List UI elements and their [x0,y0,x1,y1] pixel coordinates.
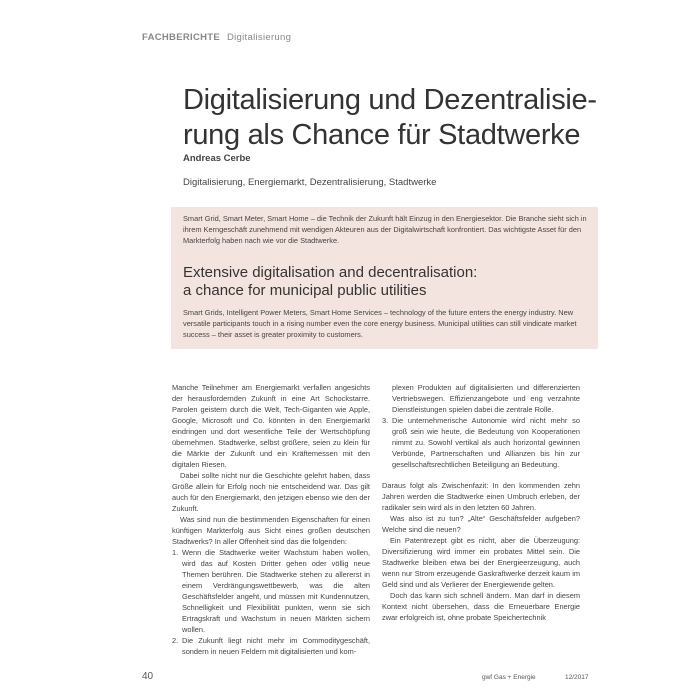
english-title-line-1: Extensive digitalisation and decentralisation: [183,264,478,281]
body-column-left [172,382,370,657]
numbered-list [172,547,370,657]
section-label: FACHBERICHTE [142,32,221,43]
list-text: Die Zukunft liegt nicht mehr im Commoditygeschäft, sondern in neuen Feldern mit digitalisierten und kom- [182,636,370,656]
body-column-right [382,382,580,623]
english-title [183,264,593,300]
paragraph: Daraus folgt als Zwischenfazit: In den kommenden zehn Jahren werden die Stadtwerke einen Umbruch erleben, der radikaler sein wird als in den letzten 60 Jahren. [382,481,580,512]
paragraph: Was also ist zu tun? „Alte“ Geschäftsfelder aufgeben? Welche sind die neuen? [382,514,580,534]
paragraph: Ein Patentrezept gibt es nicht, aber die Überzeugung: Diversifizierung wird immer ein probates Mittel sein. Die Stadtwerke bleiben etwa bei der Energieerzeugung, auch wenn nur Strom erzeugende Gaskraftwerke derzeit kaum im Geld sind und als Verlierer der Energiewende gelten. [382,536,580,589]
issue-number: 12/2017 [565,674,589,681]
list-item [382,382,580,415]
title-line-1: Digitalisierung und Dezentralisie- [183,84,597,116]
list-item [172,547,370,635]
list-text: Die unternehmerische Autonomie wird nicht mehr so groß sein wie heute, die Bedeutung von Kooperationen nimmt zu. Sowohl vertikal als auch horizontal gewinnen Verbünde, Partnerschaften und Allianzen bis hin zur gesellschaftsrechtlichen Beteiligung an Bedeutung. [392,416,580,469]
subsection-label: Digitalisierung [226,32,292,43]
list-number: 3. [382,416,389,425]
abstract-english: Smart Grids, Intelligent Power Meters, Smart Home Services – technology of the future enters the energy industry. New versatile participants touch in a rising number even the core energy business. Municipal utilities can still vindicate market success – their asset is greater proximity to customers. [183,308,577,339]
author-name: Andreas Cerbe [183,153,251,164]
list-text: plexen Produkten auf digitalisierten und differenzierten Vertriebswegen. Effizienzangebote und eng verzahnte Dienstleistungen spielen dabei die zentrale Rolle. [392,383,580,414]
paragraph: Dabei sollte nicht nur die Geschichte gelehrt haben, dass Größe allein für Erfolg noch nie entscheidend war. Das gilt auch für den Energiemarkt, den jetzigen ebenso wie den der Zukunft. [172,471,370,513]
abstract-german: Smart Grid, Smart Meter, Smart Home – die Technik der Zukunft hält Einzug in den Energiesektor. Die Branche sieht sich in ihrem Kerngeschäft zunehmend mit wendigen Akteuren aus der Digitalwirtschaft konfrontiert. Das wichtigste Asset für den Markterfolg haben nach wie vor die Stadtwerke. [183,214,587,245]
article-title [183,83,603,153]
page-number: 40 [142,671,154,682]
english-title-line-2: a chance for municipal public utilities [183,282,427,299]
paragraph: Manche Teilnehmer am Energiemarkt verfallen angesichts der herausfordernden Zukunft in eine Art Schockstarre. Parolen geistern durch die Welt, Tech-Giganten wie Apple, Google, Microsoft und Co. könnten in den Energiemarkt eindringen und dort wesentliche Teile der Wertschöpfung übernehmen. Stadtwerke, selbst größere, seien zu klein für die Märkte der Zukunft und ein Kräftemessen mit den digitalen Riesen. [172,383,370,469]
paragraph: Doch das kann sich schnell ändern. Man darf in diesem Kontext nicht übersehen, dass die Erneuerbare Energie zwar erfolgreich ist, ohne probate Speichertechnik [382,591,580,622]
publication-name: gwf Gas + Energie [482,674,536,681]
list-number: 2. [172,636,179,645]
title-line-2: rung als Chance für Stadtwerke [183,119,581,151]
paragraph: Was sind nun die bestimmenden Eigenschaften für einen künftigen Markterfolg aus Sicht eines großen deutschen Stadtwerks? In aller Offenheit sind das die folgenden: [172,515,370,546]
list-item [172,635,370,657]
numbered-list [382,382,580,470]
list-item [382,415,580,470]
running-header [142,32,291,43]
list-text: Wenn die Stadtwerke weiter Wachstum haben wollen, wird das auf Kosten Dritter gehen oder völlig neue Themen berühren. Die Stadtwerke stehen zu allererst in einem Verdrängungswettbewerb, was die alten Geschäftsfelder angeht, und müssen mit Kundennutzen, Schnelligkeit und Flexibilität punkten, wenn sie sich Ertragskraft und Wachstum in neuen Märkten sichern wollen. [182,548,370,634]
list-number: 1. [172,548,179,557]
keywords: Digitalisierung, Energiemarkt, Dezentralisierung, Stadtwerke [183,177,437,188]
